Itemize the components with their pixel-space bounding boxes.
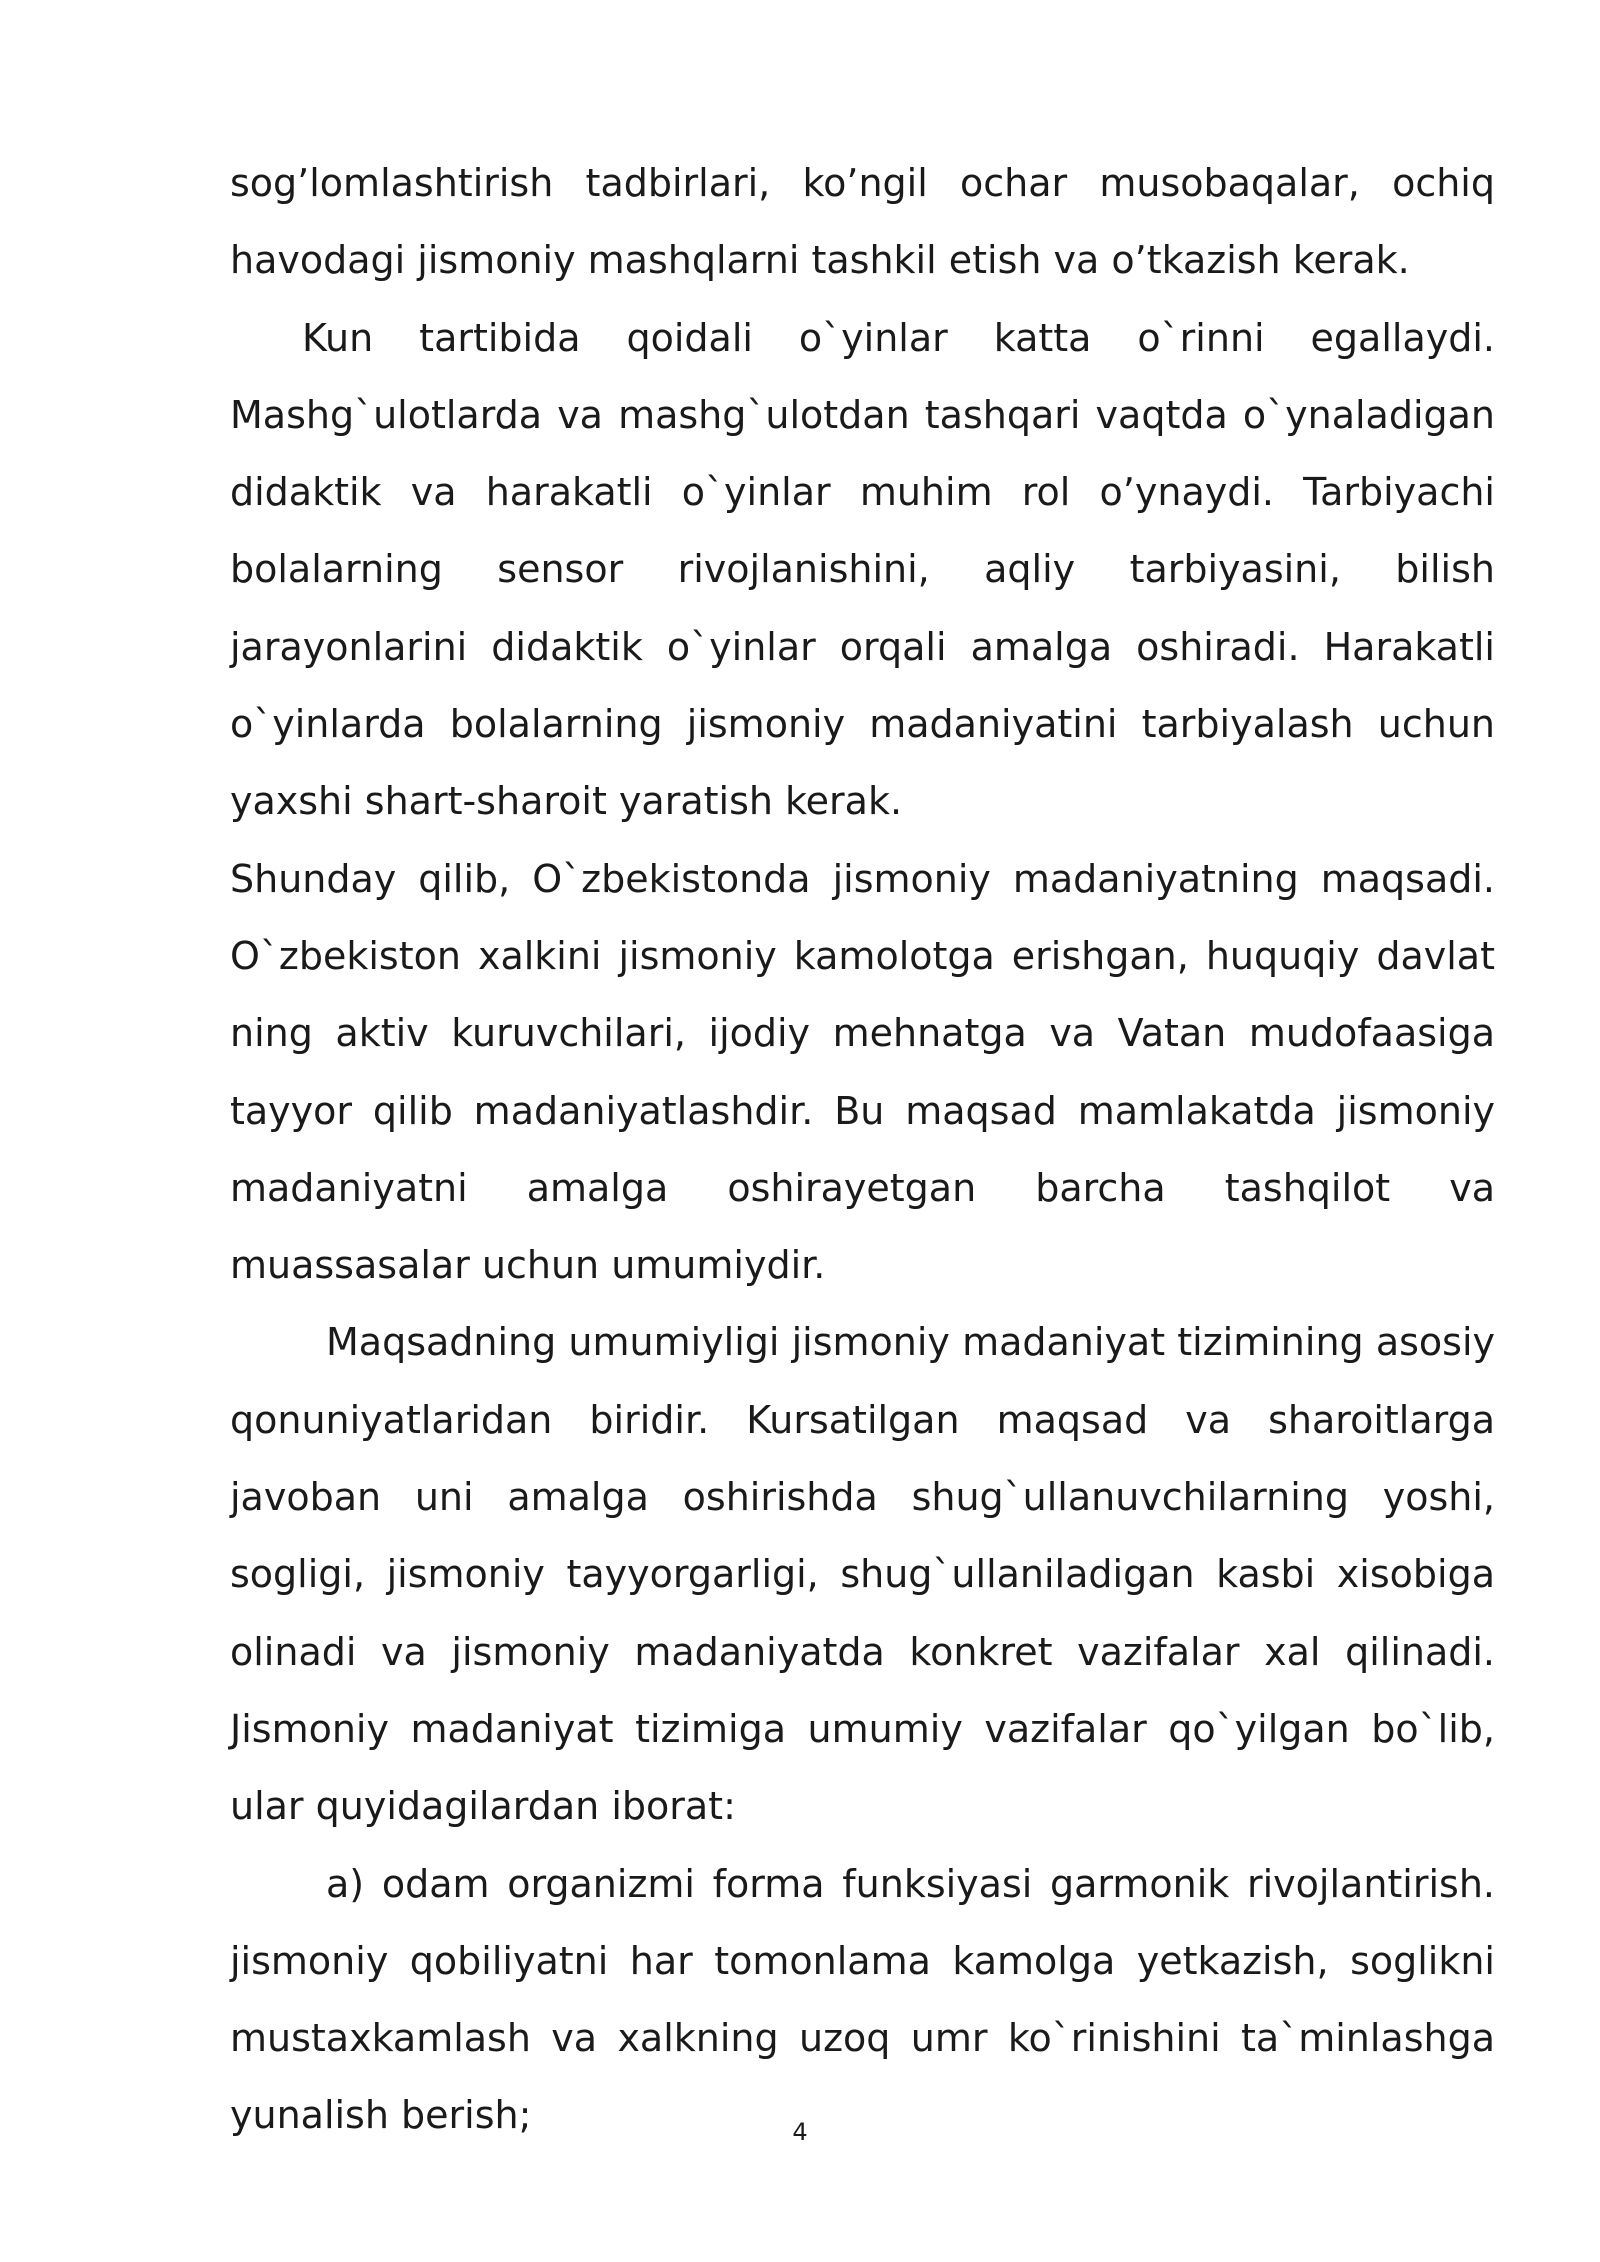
page-number: 4 xyxy=(792,2118,808,2146)
paragraph-games: Kun tartibida qoidali o`yinlar katta o`rinni egallaydi. Mashg`ulotlarda va mashg`ulotdan tashqari vaqtda o`ynaladigan didaktik va harakatli o`yinlar muhim rol o’ynaydi. Tarbiyachi bolalarning sensor rivojlanishini, aqliy tarbiyasini, bilish jarayonlarini didaktik o`yinlar orqali amalga oshiradi. Harakatli o`yinlarda bolalarning jismoniy madaniyatini tarbiyalash uchun yaxshi shart-sharoit yaratish kerak. xyxy=(230,315,1495,824)
paragraph-goal: Shunday qilib, O`zbekistonda jismoniy madaniyatning maqsadi. O`zbekiston xalkini jismoniy kamolotga erishgan, huquqiy davlat ning aktiv kuruvchilari, ijodiy mehnatga va Vatan mudofaasiga tayyor qilib madaniyatlashdir. Bu maqsad mamlakatda jismoniy madaniyatni amalga oshirayetgan barcha tashqilot va muassasalar uchun umumiydir. xyxy=(230,856,1495,1288)
body-text xyxy=(230,145,1495,2155)
paragraph-continuation: sog’lomlashtirish tadbirlari, ko’ngil ochar musobaqalar, ochiq havodagi jismoniy mashqlarni tashkil etish va o’tkazish kerak. xyxy=(230,161,1495,283)
paragraph-general-tasks: Maqsadning umumiyligi jismoniy madaniyat tizimining asosiy qonuniyatlaridan biridir. Kursatilgan maqsad va sharoitlarga javoban uni amalga oshirishda shug`ullanuvchilarning yoshi, sogligi, jismoniy tayyorgarligi, shug`ullaniladigan kasbi xisobiga olinadi va jismoniy madaniyatda konkret vazifalar xal qilinadi. Jismoniy madaniyat tizimiga umumiy vazifalar qo`yilgan bo`lib, ular quyidagilardan iborat: xyxy=(230,1320,1495,1829)
list-item-a: a) odam organizmi forma funksiyasi garmonik rivojlantirish. jismoniy qobiliyatni har tomonlama kamolga yetkazish, soglikni mustaxkamlash va xalkning uzoq umr ko`rinishini ta`minlashga yunalish berish; xyxy=(230,1861,1495,2138)
